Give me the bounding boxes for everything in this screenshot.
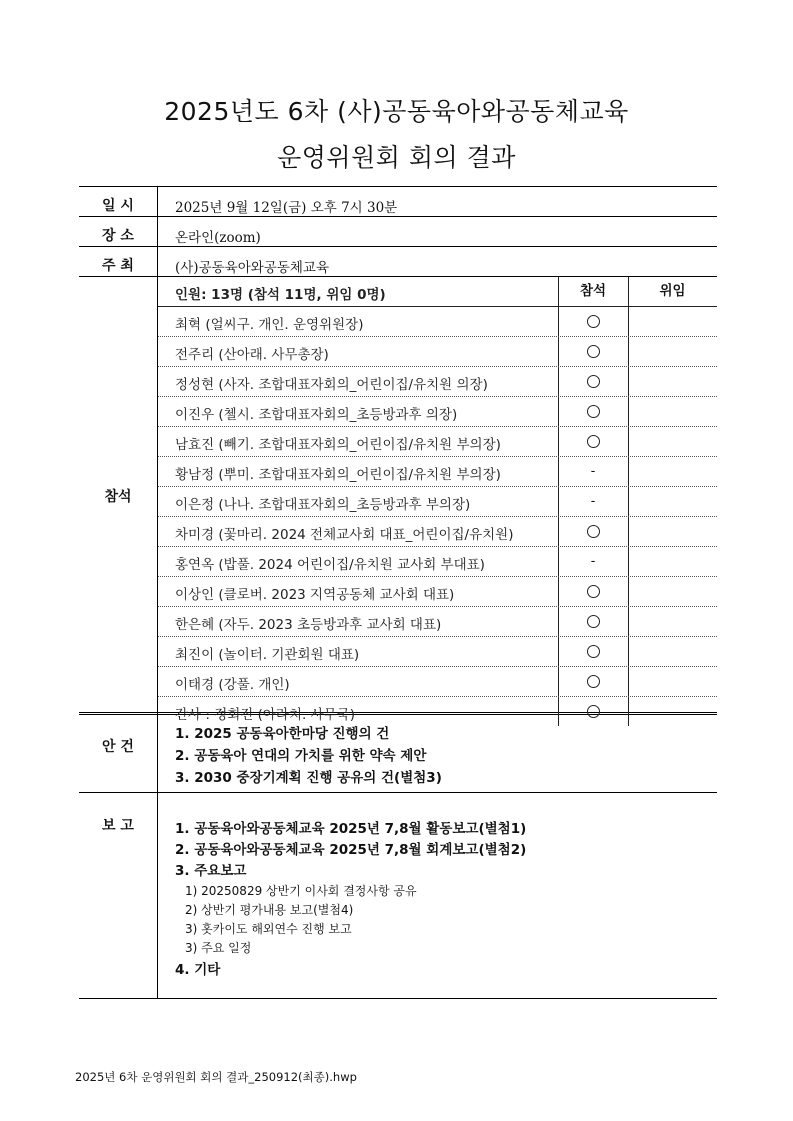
attendee-row (158, 577, 717, 607)
proxy-mark (628, 517, 717, 546)
report-label: 보 고 (102, 818, 134, 834)
page-title-line1: 2025년도 6차 (사)공동육아와공동체교육 (164, 97, 629, 126)
report-item: 4. 기타 (175, 962, 221, 978)
attendee-row (158, 517, 717, 547)
attend-mark (558, 697, 628, 726)
report-subitem: 2) 상반기 평가내용 보고(별첨4) (185, 903, 354, 917)
attendee-name: 정성현 (사자. 조합대표자회의_어린이집/유치원 의장) (175, 377, 488, 393)
proxy-mark (628, 427, 717, 456)
proxy-mark (628, 607, 717, 636)
attended-circle-icon (587, 315, 600, 328)
proxy-mark (628, 697, 717, 726)
attendee-row (158, 307, 717, 337)
host-label: 주 최 (102, 258, 134, 274)
attendee-row (158, 637, 717, 667)
attended-circle-icon (587, 375, 600, 388)
agenda-item: 1. 2025 공동육아한마당 진행의 건 (175, 726, 390, 742)
report-subitem: 1) 20250829 상반기 이사회 결정사항 공유 (185, 884, 417, 898)
attendee-row (158, 457, 717, 487)
agenda-item: 3. 2030 중장기계획 진행 공유의 건(별첨3) (175, 770, 442, 786)
attend-mark (558, 517, 628, 546)
attend-mark (558, 577, 628, 606)
attendee-name: 남효진 (빼기. 조합대표자회의_어린이집/유치원 부의장) (175, 437, 501, 453)
proxy-mark (628, 397, 717, 426)
date-label: 일 시 (102, 198, 134, 214)
attend-mark (558, 367, 628, 396)
attend-mark: - (590, 553, 596, 569)
table-bottom-border (79, 998, 717, 999)
place-label: 장 소 (102, 228, 134, 244)
attendee-name: 이상인 (클로버. 2023 지역공동체 교사회 대표) (175, 587, 455, 603)
report-item: 2. 공동육아와공동체교육 2025년 7,8월 회계보고(별첨2) (175, 842, 527, 858)
attendee-name: 이진우 (첼시. 조합대표자회의_초등방과후 의장) (175, 407, 458, 423)
attend-mark: - (590, 463, 596, 479)
attendee-name: 차미경 (꽃마리. 2024 전체교사회 대표_어린이집/유치원) (175, 527, 514, 543)
row-divider (79, 246, 717, 247)
report-subitem: 3) 홋카이도 해외연수 진행 보고 (185, 922, 352, 936)
report-subitem: 3) 주요 일정 (185, 941, 252, 955)
attend-mark (558, 607, 628, 636)
proxy-mark (628, 487, 717, 516)
attended-circle-icon (587, 345, 600, 358)
attendee-row (158, 697, 717, 726)
report-item: 1. 공동육아와공동체교육 2025년 7,8월 활동보고(별첨1) (175, 821, 527, 837)
proxy-mark (628, 457, 717, 486)
attendance-header-row (158, 277, 717, 307)
attendee-row (158, 607, 717, 637)
report-item: 3. 주요보고 (175, 863, 247, 879)
attendance-label: 참석 (104, 489, 132, 505)
section-divider (79, 792, 717, 793)
agenda-label: 안 건 (102, 739, 134, 755)
attend-mark (558, 307, 628, 336)
proxy-mark (628, 577, 717, 606)
attendee-name: 홍연옥 (밥풀. 2024 어린이집/유치원 교사회 부대표) (175, 557, 485, 573)
attendee-row (158, 667, 717, 697)
attended-circle-icon (587, 585, 600, 598)
date-value: 2025년 9월 12일(금) 오후 7시 30분 (175, 200, 398, 216)
attended-circle-icon (587, 645, 600, 658)
proxy-mark (628, 667, 717, 696)
attendee-name: 최혁 (얼씨구. 개인. 운영위원장) (175, 317, 364, 333)
agenda-list (175, 723, 442, 789)
row-divider (79, 216, 717, 217)
attend-mark: - (590, 493, 596, 509)
attendee-name: 간사 : 정회진 (아라치. 사무국) (175, 707, 355, 723)
page-title-line2: 운영위원회 회의 결과 (277, 143, 516, 172)
attendance-summary: 인원: 13명 (참석 11명, 위임 0명) (175, 287, 386, 303)
attendee-name: 이은정 (나나. 조합대표자회의_초등방과후 부의장) (175, 497, 471, 513)
attended-circle-icon (587, 525, 600, 538)
attend-column-header: 참석 (579, 283, 607, 299)
place-value: 온라인(zoom) (175, 230, 261, 246)
attendee-name: 황남정 (뿌미. 조합대표자회의_어린이집/유치원 부의장) (175, 467, 501, 483)
attended-circle-icon (587, 705, 600, 718)
attended-circle-icon (587, 405, 600, 418)
proxy-mark (628, 637, 717, 666)
attendee-row (158, 337, 717, 367)
table-top-border (79, 186, 717, 187)
attend-mark (558, 337, 628, 366)
attendee-name: 최진이 (놀이터. 기관회원 대표) (175, 647, 360, 663)
attend-mark (558, 667, 628, 696)
proxy-mark (628, 337, 717, 366)
attended-circle-icon (587, 435, 600, 448)
report-list (175, 818, 526, 982)
proxy-mark (628, 367, 717, 396)
attend-mark (558, 397, 628, 426)
host-value: (사)공동육아와공동체교육 (175, 260, 329, 276)
proxy-column-header: 위임 (659, 283, 686, 299)
attendee-row (158, 547, 717, 577)
attended-circle-icon (587, 675, 600, 688)
attend-mark (558, 427, 628, 456)
attendee-row (158, 487, 717, 517)
attended-circle-icon (587, 615, 600, 628)
attendee-row (158, 397, 717, 427)
attendee-row (158, 367, 717, 397)
proxy-mark (628, 307, 717, 336)
attend-mark (558, 637, 628, 666)
attendee-name: 한은혜 (자두. 2023 초등방과후 교사회 대표) (175, 617, 442, 633)
attendee-row (158, 427, 717, 457)
file-name-footer: 2025년 6차 운영위원회 회의 결과_250912(최종).hwp (75, 1070, 357, 1084)
attendee-name: 이태경 (강풀. 개인) (175, 677, 290, 693)
attendee-name: 전주리 (산아래. 사무총장) (175, 347, 329, 363)
agenda-item: 2. 공동육아 연대의 가치를 위한 약속 제안 (175, 748, 427, 764)
proxy-mark (628, 547, 717, 576)
